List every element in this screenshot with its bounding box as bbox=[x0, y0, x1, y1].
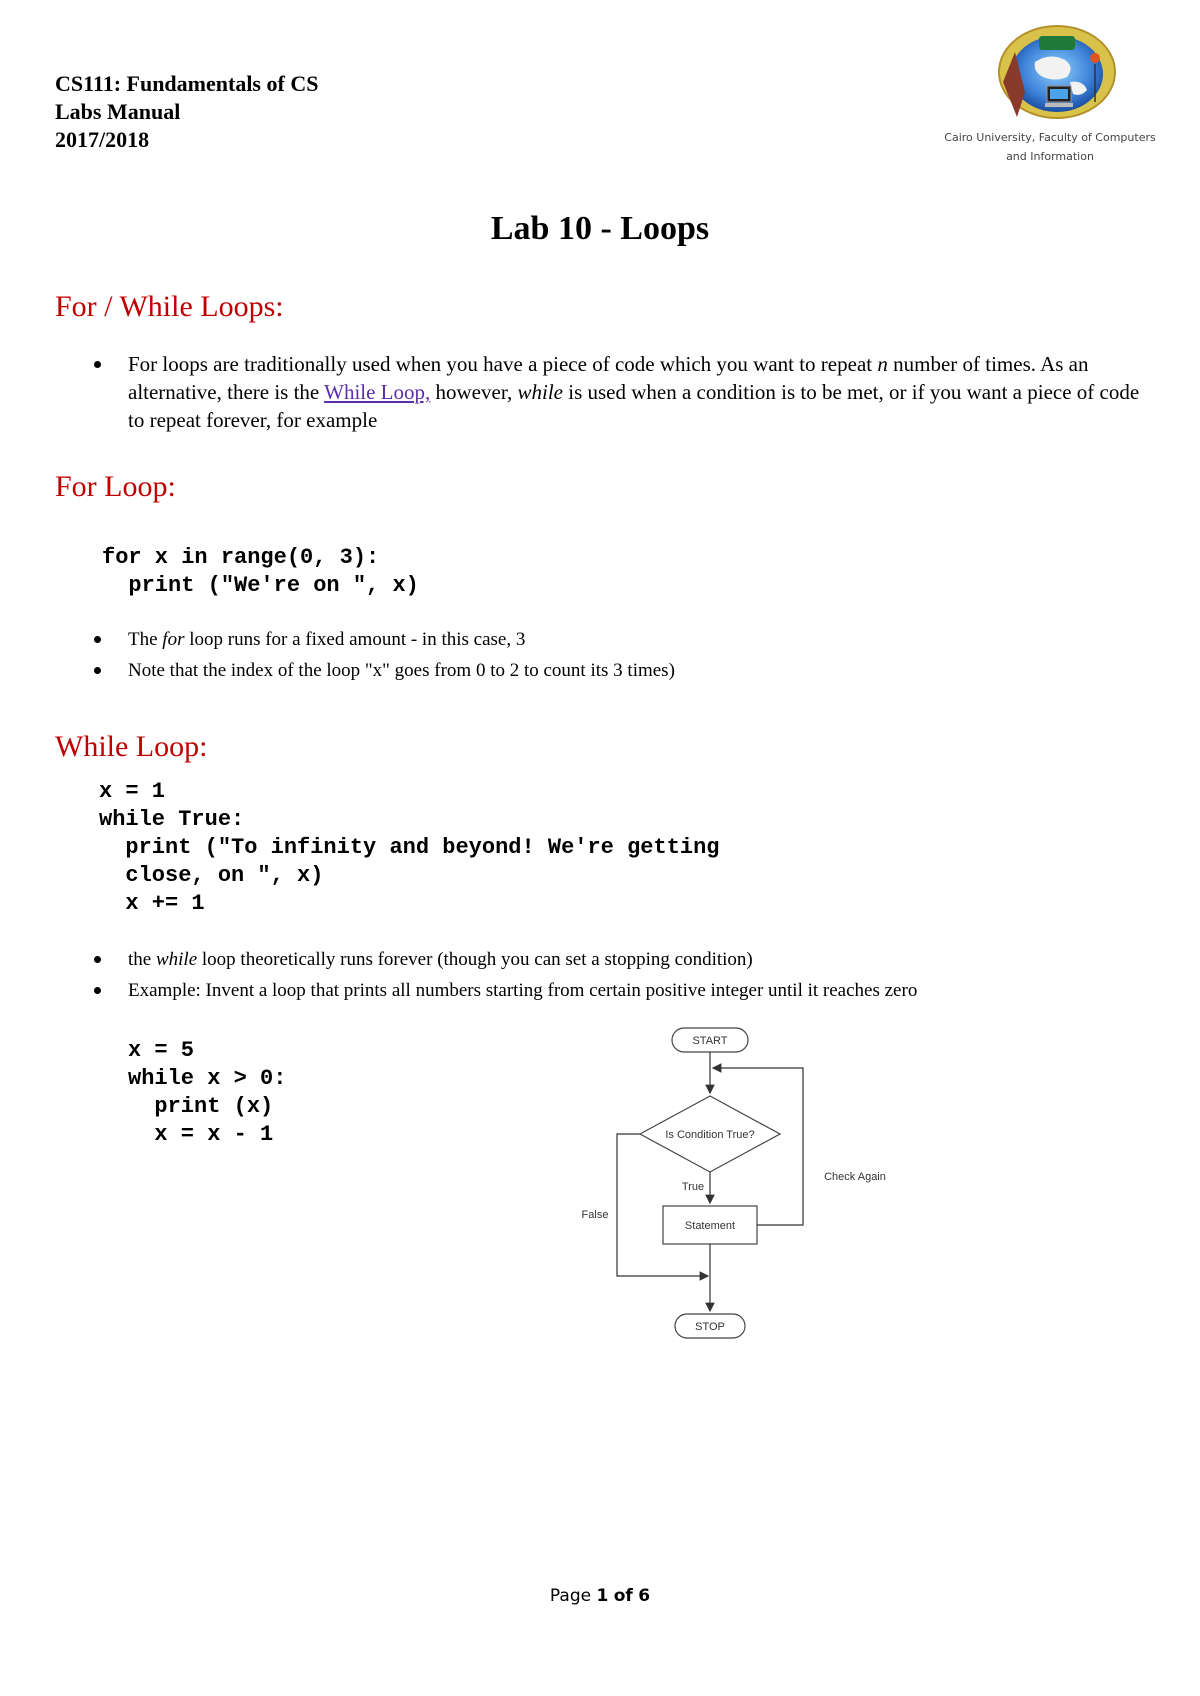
intro-list bbox=[90, 350, 1150, 434]
for-loop-code: for x in range(0, 3): print ("We're on ", x) bbox=[102, 545, 419, 598]
manual-title: Labs Manual bbox=[55, 99, 181, 124]
page-number: 1 bbox=[596, 1586, 609, 1606]
page-total: 6 bbox=[638, 1586, 651, 1606]
example-code: x = 5 while x > 0: print (x) x = x - 1 bbox=[128, 1038, 287, 1147]
stop-label: STOP bbox=[695, 1321, 725, 1333]
start-label: START bbox=[692, 1035, 728, 1047]
condition-label: Is Condition True? bbox=[665, 1129, 755, 1141]
page-footer: Page 1 of 6 bbox=[549, 1586, 651, 1606]
academic-year: 2017/2018 bbox=[55, 127, 150, 152]
list-item: For loops are traditionally used when you have a piece of code which you want to repeat n number of times. As an alternative, there is the While Loop, however, while is used when a condition is to be met, or if you want a piece of code to repeat forever, for example bbox=[90, 350, 1150, 434]
heading-while-loop: While Loop: bbox=[55, 730, 208, 763]
university-logo bbox=[995, 22, 1120, 122]
for-loop-notes bbox=[90, 624, 1170, 686]
while-loop-flowchart bbox=[560, 1018, 920, 1378]
list-item: the while loop theoretically runs forever (though you can set a stopping condition) bbox=[90, 944, 1170, 975]
list-item: The for loop runs for a fixed amount - in this case, 3 bbox=[90, 624, 1170, 655]
course-title: CS111: Fundamentals of CS bbox=[55, 71, 319, 96]
page-title: Lab 10 - Loops bbox=[490, 210, 710, 247]
document-header bbox=[55, 70, 318, 154]
heading-for-while-loops: For / While Loops: bbox=[55, 290, 284, 323]
list-item: Note that the index of the loop "x" goes from 0 to 2 to count its 3 times) bbox=[90, 655, 1170, 686]
while-loop-code: x = 1 while True: print ("To infinity and beyond! We're getting close, on ", x) x += 1 bbox=[99, 779, 720, 916]
false-label: False bbox=[581, 1209, 609, 1221]
while-loop-notes bbox=[90, 944, 1170, 1006]
logo-caption: Cairo University, Faculty of Computers and Information bbox=[944, 131, 1156, 163]
list-item: Example: Invent a loop that prints all numbers starting from certain positive integer until it reaches zero bbox=[90, 975, 1170, 1006]
while-loop-link[interactable]: While Loop, bbox=[324, 380, 431, 404]
university-logo-icon bbox=[995, 22, 1120, 122]
statement-label: Statement bbox=[684, 1220, 736, 1232]
true-label: True bbox=[681, 1181, 705, 1193]
heading-for-loop: For Loop: bbox=[55, 470, 176, 503]
check-again-label: Check Again bbox=[824, 1171, 886, 1183]
